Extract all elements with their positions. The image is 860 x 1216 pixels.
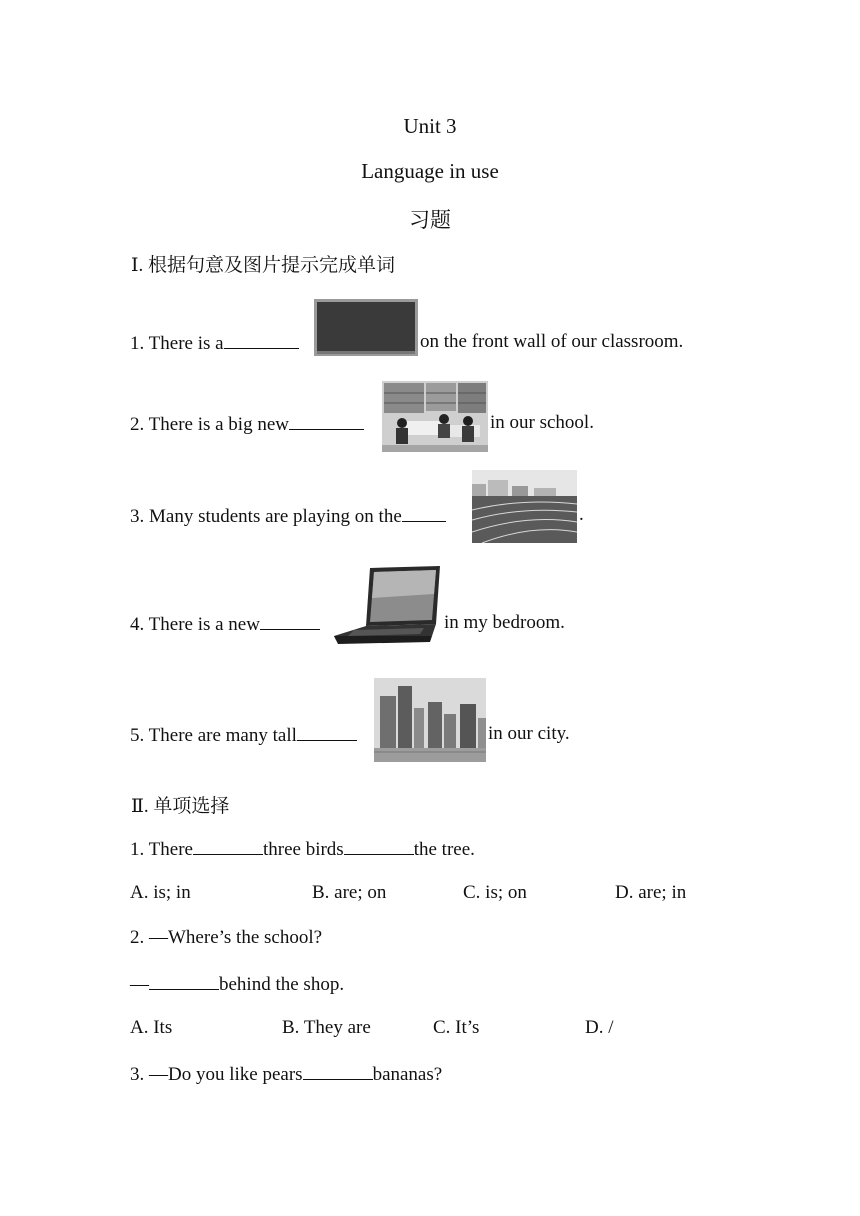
option-b: B. They are <box>282 1017 371 1038</box>
option-d: D. / <box>585 1017 614 1038</box>
dash: — <box>130 974 149 995</box>
lesson-subtitle: Language in use <box>361 159 499 183</box>
buildings-image <box>374 678 486 762</box>
question-text: 3. Many students are playing on the <box>130 506 402 527</box>
question-2-2-answer-line <box>130 972 344 996</box>
answer-blank <box>402 504 446 522</box>
question-text-after: . <box>579 504 584 525</box>
question-text-after: in our city. <box>488 723 570 744</box>
question-text: bananas? <box>372 1064 443 1085</box>
question-text: 2. There is a big new <box>130 414 289 435</box>
option-d: D. are; in <box>615 882 687 903</box>
answer-blank <box>224 331 299 349</box>
question-1-4 <box>130 612 320 636</box>
answer-blank <box>289 412 364 430</box>
question-text: the tree. <box>413 839 475 860</box>
blackboard-image <box>314 299 418 356</box>
playground-image <box>472 470 577 543</box>
answer-blank <box>193 837 263 855</box>
library-image <box>382 381 488 452</box>
section-1-heading: Ⅰ. 根据句意及图片提示完成单词 <box>131 255 396 276</box>
exercise-title: 习题 <box>409 208 451 232</box>
question-2-2: 2. —Where’s the school? <box>130 927 323 948</box>
question-text: 1. There is a <box>130 333 224 354</box>
question-text: 3. —Do you like pears <box>130 1064 303 1085</box>
question-1-5 <box>130 723 357 747</box>
unit-title: Unit 3 <box>403 114 457 138</box>
option-a: A. Its <box>130 1017 173 1038</box>
option-b: B. are; on <box>312 882 387 903</box>
section-2-heading: Ⅱ. 单项选择 <box>131 796 230 817</box>
question-text: three birds <box>262 839 344 860</box>
question-text-after: in my bedroom. <box>444 612 565 633</box>
answer-blank <box>297 723 357 741</box>
option-c: C. It’s <box>433 1017 480 1038</box>
question-1-3 <box>130 504 446 528</box>
question-1-2 <box>130 412 364 436</box>
answer-blank <box>149 972 219 990</box>
option-a: A. is; in <box>130 882 191 903</box>
question-text: 5. There are many tall <box>130 725 297 746</box>
question-2-1 <box>130 837 475 861</box>
question-1-1 <box>130 331 299 355</box>
answer-blank <box>344 837 414 855</box>
option-c: C. is; on <box>463 882 527 903</box>
answer-blank <box>260 612 320 630</box>
answer-blank <box>303 1062 373 1080</box>
question-text-after: in our school. <box>490 412 594 433</box>
question-2-3 <box>130 1062 442 1086</box>
laptop-image <box>334 564 440 645</box>
question-text: 4. There is a new <box>130 614 260 635</box>
question-text: behind the shop. <box>219 974 345 995</box>
question-text: 1. There <box>130 839 193 860</box>
question-text-after: on the front wall of our classroom. <box>420 331 684 352</box>
